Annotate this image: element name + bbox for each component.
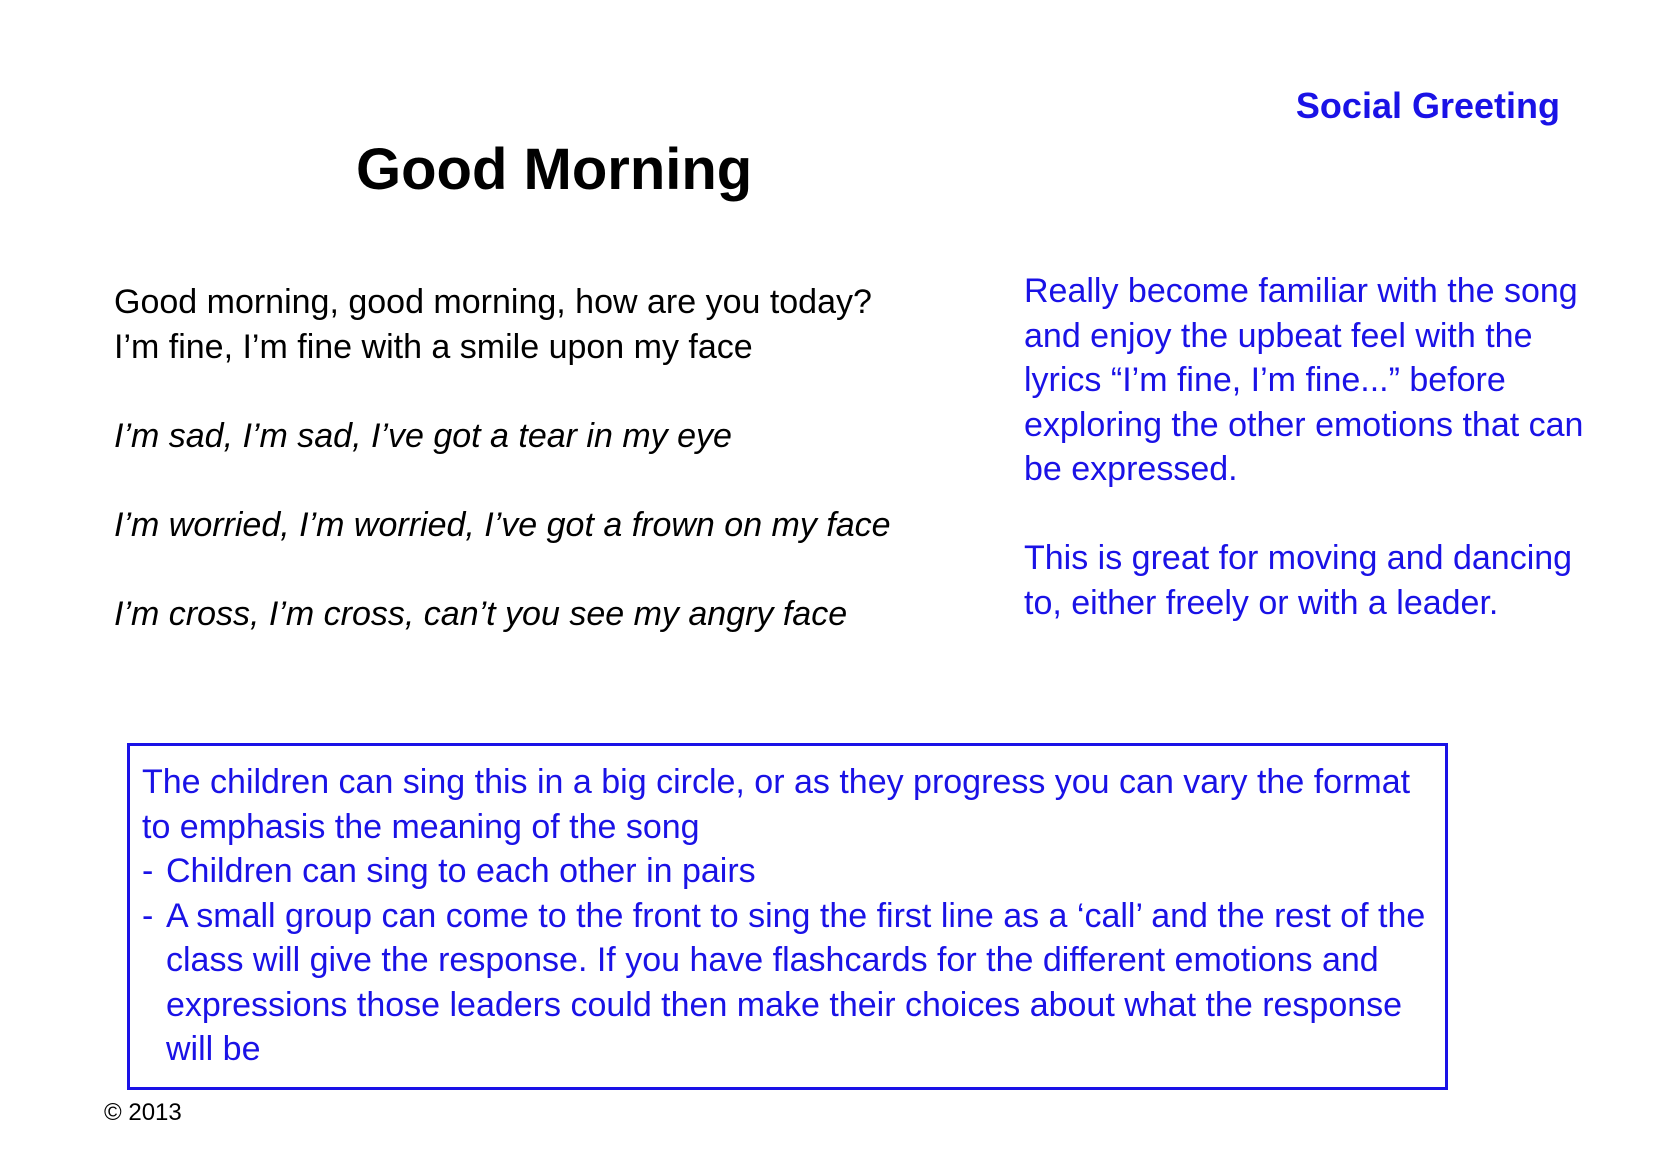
- lyric-gap: [114, 458, 1014, 503]
- lyric-gap: [114, 369, 1014, 414]
- tips-bullet-pairs: [142, 849, 1435, 894]
- lyric-line-fine: I’m fine, I’m fine with a smile upon my face: [114, 327, 753, 366]
- tips-bullet-text: Children can sing to each other in pairs: [166, 852, 756, 890]
- category-label: Social Greeting: [1295, 85, 1560, 126]
- lyric-line-sad: I’m sad, I’m sad, I’ve got a tear in my eye: [114, 416, 732, 455]
- tips-intro: The children can sing this in a big circle, or as they progress you can vary the format to emphasis the meaning of the song: [142, 763, 1411, 846]
- lyric-line-greeting: Good morning, good morning, how are you today?: [114, 283, 872, 321]
- lyric-line-cross: I’m cross, I’m cross, can’t you see my angry face: [114, 594, 848, 633]
- note-familiarize: Really become familiar with the song and enjoy the upbeat feel with the lyrics “I’m fine, I’m fine...” before exploring the other emotions that can be expressed.: [1024, 272, 1584, 488]
- teaching-notes: [1024, 269, 1584, 625]
- bullet-dash: -: [142, 896, 154, 935]
- bullet-dash: -: [142, 852, 154, 890]
- copyright-notice: © 2013: [104, 1099, 182, 1126]
- note-movement: This is great for moving and dancing to, either freely or with a leader.: [1024, 539, 1573, 622]
- lyric-gap: [114, 547, 1014, 592]
- lyric-line-worried: I’m worried, I’m worried, I’ve got a frown on my face: [114, 505, 891, 544]
- activity-tips-box: [127, 743, 1448, 1090]
- tips-bullet-call-response: [142, 894, 1435, 1072]
- song-title: Good Morning: [356, 137, 753, 202]
- tips-bullet-text: A small group can come to the front to sing the first line as a ‘call’ and the rest of the class will give the response. If you have flashcards for the different emotions and expressions those leaders could then make their choices about what the response will be: [166, 896, 1426, 1068]
- lyrics-block: [114, 280, 1014, 636]
